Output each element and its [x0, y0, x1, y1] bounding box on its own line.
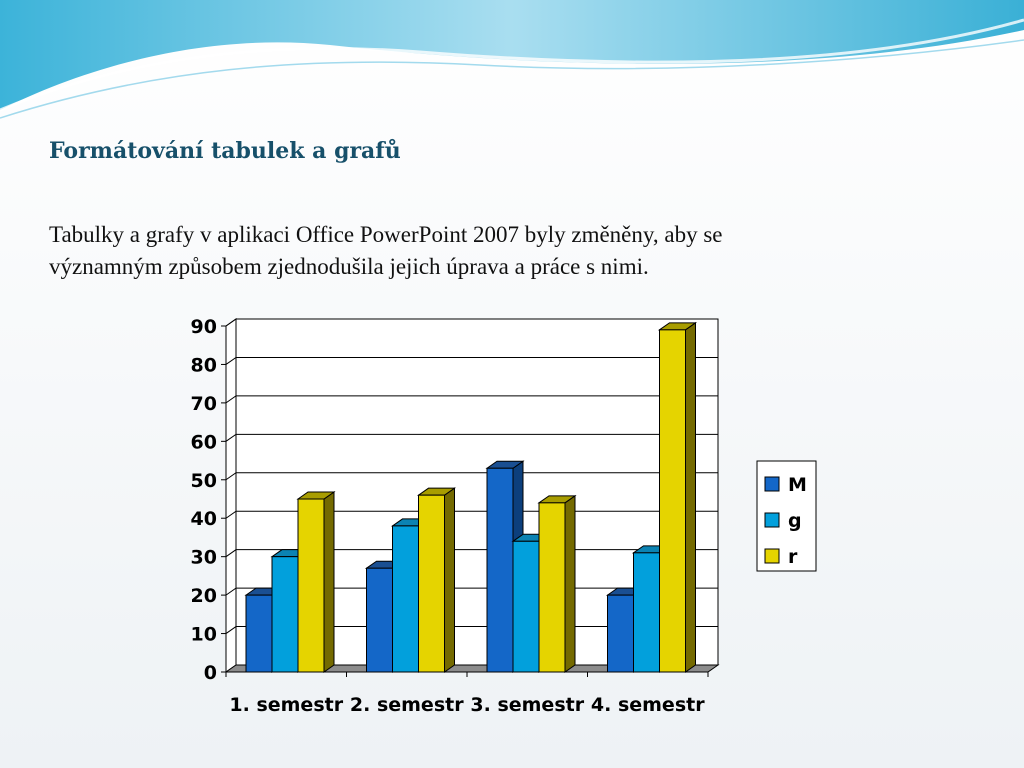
chart-side-wall: [226, 319, 236, 672]
x-tick-label: 3. semestr: [470, 694, 585, 716]
y-tick-label: 90: [190, 316, 217, 338]
bar-front: [393, 526, 419, 672]
body-line: Tabulky a grafy v aplikaci Office PowerPoint 2007 byly změněny, aby se: [49, 222, 723, 247]
y-tick-label: 10: [190, 623, 217, 646]
y-tick-label: 60: [190, 431, 217, 454]
y-tick-label: 30: [190, 546, 217, 569]
x-tick-label: 1. semestr: [229, 694, 344, 716]
bar-side: [324, 492, 334, 672]
legend-swatch: [765, 477, 779, 491]
bar-front: [487, 468, 513, 672]
y-axis-ticks: [191, 316, 226, 684]
bar-front: [660, 330, 686, 672]
legend-label: r: [788, 546, 798, 568]
bar-front: [419, 495, 445, 672]
legend-label: M: [788, 474, 807, 496]
bar-side: [686, 323, 696, 672]
y-tick-label: 0: [203, 662, 217, 684]
y-tick-label: 40: [190, 508, 217, 531]
bar-front: [539, 503, 565, 672]
bar-front: [298, 499, 324, 672]
slide-title: Formátování tabulek a grafů: [49, 138, 401, 164]
bar-side: [445, 488, 455, 672]
bar-front: [513, 541, 539, 672]
x-axis-ticks: [226, 672, 708, 716]
bar-side: [565, 496, 575, 672]
y-tick-label: 80: [190, 354, 217, 377]
bar-front: [608, 595, 634, 672]
bar: [539, 496, 575, 672]
legend-label: g: [788, 510, 802, 532]
body-line: významným způsobem zjednodušila jejich úprava a práce s nimi.: [49, 254, 649, 279]
y-tick-label: 50: [190, 469, 217, 492]
y-tick-label: 20: [190, 585, 217, 608]
x-tick-label: 2. semestr: [349, 694, 464, 716]
x-tick-label: 4. semestr: [590, 694, 705, 716]
bar: [419, 488, 455, 672]
legend-swatch: [765, 549, 779, 563]
y-tick-label: 70: [190, 392, 217, 415]
bar: [298, 492, 334, 672]
bar-front: [246, 595, 272, 672]
bar-front: [272, 557, 298, 672]
bar-front: [367, 568, 393, 672]
legend-swatch: [765, 513, 779, 527]
bar-front: [634, 553, 660, 672]
bar: [660, 323, 696, 672]
legend: [757, 461, 816, 571]
